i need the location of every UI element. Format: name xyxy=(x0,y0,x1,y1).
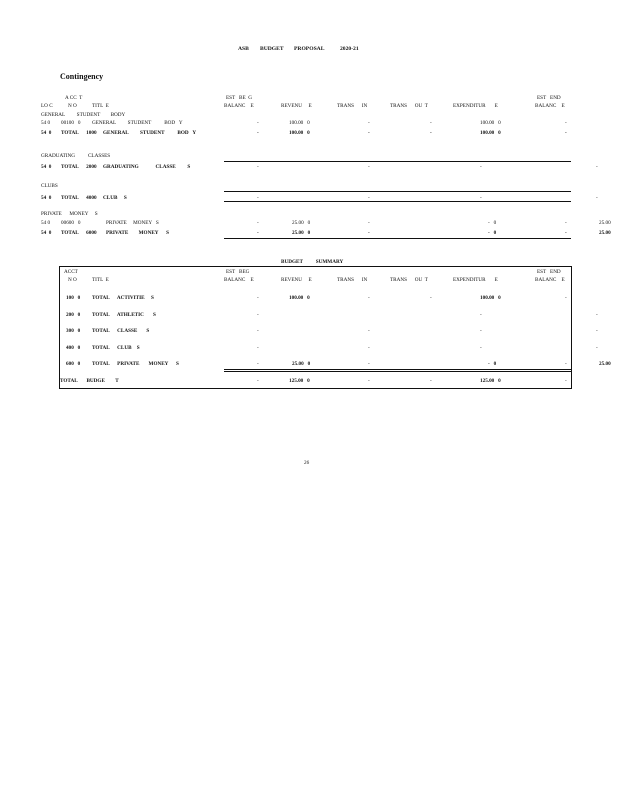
sum-row-expenditure: - xyxy=(480,345,482,351)
row-beg: - xyxy=(257,120,259,126)
row-expenditure: - 0 xyxy=(488,220,497,226)
group-label-graduating: GRADUATING CLASSES xyxy=(41,153,111,159)
col-trans-in: TRANS IN xyxy=(337,103,368,109)
sum-col-title: TITL E xyxy=(92,277,109,283)
row-revenue: 100.00 0 xyxy=(289,120,310,126)
sum-col-expenditure: EXPENDITUR E xyxy=(453,277,498,283)
title-proposal: PROPOSAL xyxy=(294,46,325,52)
row-revenue: 25.00 0 xyxy=(292,220,311,226)
sum-row-expenditure: - xyxy=(480,328,482,334)
col-est-end-2: BALANC E xyxy=(535,103,565,109)
sum-row-no: 300 0 xyxy=(66,328,81,334)
row-acct: TOTAL 4000 xyxy=(61,195,97,201)
col-est-beg-1: EST BE G xyxy=(226,95,252,101)
sum-col-acct: ACCT xyxy=(64,269,78,275)
row-loc: 54 0 xyxy=(41,120,51,126)
sum-row-expenditure: - xyxy=(480,312,482,318)
row-beg: - xyxy=(257,230,259,236)
sum-row-title: TOTAL CLASSE S xyxy=(92,328,150,334)
row-title: GENERAL STUDENT BOD Y xyxy=(92,120,183,126)
sum-row-beg: - xyxy=(257,328,259,334)
row-loc: 54 0 xyxy=(41,130,52,136)
row-end: - xyxy=(565,130,567,136)
row-end: - xyxy=(565,120,567,126)
sum-row-trans-in: - xyxy=(368,361,370,367)
sum-row-tail: - xyxy=(596,345,598,351)
col-est-end-1: EST END xyxy=(537,95,561,101)
sum-total-trans-in: - xyxy=(368,378,370,384)
row-beg: - xyxy=(257,195,259,201)
row-expenditure: 100.00 0 xyxy=(480,120,501,126)
group-label-general: GENERAL STUDENT BODY xyxy=(41,112,126,118)
sum-col-revenue: REVENU E xyxy=(281,277,312,283)
rule xyxy=(224,191,571,192)
sum-row-trans-in: - xyxy=(368,295,370,301)
sum-col-trans-in: TRANS IN xyxy=(337,277,368,283)
row-loc: 54 0 xyxy=(41,195,52,201)
row-trans-in: - xyxy=(368,195,370,201)
sum-row-beg: - xyxy=(257,345,259,351)
row-expenditure: 100.00 0 xyxy=(480,130,501,136)
rule xyxy=(224,161,571,162)
group-label-clubs: CLUBS xyxy=(41,183,58,189)
sum-row-revenue: 100.00 0 xyxy=(289,295,310,301)
row-acct: TOTAL 2000 xyxy=(61,164,97,170)
sum-total-beg: - xyxy=(257,378,259,384)
row-acct: TOTAL 1000 xyxy=(61,130,97,136)
group-label-private: PRIVATE MONEY S xyxy=(41,211,98,217)
sum-row-beg: - xyxy=(257,361,259,367)
title-budget: BUDGET xyxy=(260,46,284,52)
summary-title: BUDGET SUMMARY xyxy=(281,259,344,265)
sum-row-revenue: 25.00 0 xyxy=(292,361,311,367)
sum-row-title: TOTAL ACTIVITIE S xyxy=(92,295,154,301)
row-trans-in: - xyxy=(368,164,370,170)
sum-row-tail: - xyxy=(596,328,598,334)
row-end: - xyxy=(596,195,598,201)
rule xyxy=(224,369,571,370)
summary-total-label: TOTAL BUDGE T xyxy=(60,378,119,384)
col-title: TITL E xyxy=(92,103,109,109)
row-beg: - xyxy=(257,220,259,226)
row-trans-in: - xyxy=(368,130,370,136)
row-title: GENERAL STUDENT BOD Y xyxy=(103,130,197,136)
row-title: GRADUATING CLASSE S xyxy=(103,164,191,170)
row-title: PRIVATE MONEY S xyxy=(106,230,170,236)
row-end: - xyxy=(565,230,567,236)
sum-row-expenditure: 100.00 0 xyxy=(480,295,501,301)
title-asb: ASB xyxy=(238,46,249,52)
sum-col-est-beg-2: BALANC E xyxy=(224,277,254,283)
row-beg: - xyxy=(257,164,259,170)
row-title: PRIVATE MONEY S xyxy=(106,220,159,226)
sum-total-trans-out: - xyxy=(430,378,432,384)
sum-row-title: TOTAL ATHLETIC S xyxy=(92,312,156,318)
sum-row-title: TOTAL CLUB S xyxy=(92,345,140,351)
row-trans-out: - xyxy=(430,120,432,126)
sum-row-end: - xyxy=(565,361,567,367)
sum-row-no: 200 0 xyxy=(66,312,81,318)
col-loc: LO C xyxy=(41,103,53,109)
row-trans-in: - xyxy=(368,220,370,226)
rule xyxy=(224,371,571,372)
row-trans-in: - xyxy=(368,120,370,126)
sum-row-no: 400 0 xyxy=(66,345,81,351)
sum-col-est-end-2: BALANC E xyxy=(535,277,565,283)
row-tail: 25.00 xyxy=(599,220,611,226)
sum-total-expenditure: 125.00 0 xyxy=(480,378,501,384)
sum-row-trans-in: - xyxy=(368,328,370,334)
sum-row-no: 600 0 xyxy=(66,361,81,367)
sum-row-end: - xyxy=(565,295,567,301)
rule xyxy=(224,201,571,202)
row-revenue: 25.00 0 xyxy=(292,230,311,236)
sum-row-beg: - xyxy=(257,312,259,318)
sum-col-est-beg-1: EST BEG xyxy=(226,269,250,275)
section-heading: Contingency xyxy=(60,72,104,81)
col-trans-out: TRANS OU T xyxy=(390,103,428,109)
row-trans-in: - xyxy=(368,230,370,236)
col-acct-no: N O xyxy=(68,103,77,109)
sum-row-tail: - xyxy=(596,312,598,318)
row-acct: 00100 0 xyxy=(61,120,81,126)
sum-row-tail: 25.00 xyxy=(599,361,611,367)
sum-total-end: - xyxy=(565,378,567,384)
row-end: - xyxy=(565,220,567,226)
row-tail: 25.00 xyxy=(599,230,611,236)
row-revenue: 100.00 0 xyxy=(289,130,310,136)
row-expenditure: - xyxy=(480,195,482,201)
row-trans-out: - xyxy=(430,130,432,136)
sum-row-beg: - xyxy=(257,295,259,301)
sum-col-no: N O xyxy=(68,277,77,283)
sum-total-revenue: 125.00 0 xyxy=(289,378,310,384)
row-loc: 54 0 xyxy=(41,230,52,236)
rule xyxy=(224,238,571,239)
row-loc: 54 0 xyxy=(41,164,52,170)
row-expenditure: - 0 xyxy=(488,230,497,236)
row-title: CLUB S xyxy=(103,195,127,201)
row-beg: - xyxy=(257,130,259,136)
sum-row-expenditure: - 0 xyxy=(488,361,497,367)
sum-col-est-end-1: EST END xyxy=(537,269,561,275)
col-revenue: REVENU E xyxy=(281,103,312,109)
row-expenditure: - xyxy=(480,164,482,170)
sum-row-trans-out: - xyxy=(430,295,432,301)
sum-row-no: 100 0 xyxy=(66,295,81,301)
col-expenditure: EXPENDITUR E xyxy=(453,103,498,109)
row-acct: 00600 0 xyxy=(61,220,81,226)
row-loc: 54 0 xyxy=(41,220,51,226)
row-end: - xyxy=(596,164,598,170)
col-est-beg-2: BALANC E xyxy=(224,103,254,109)
title-year: 2020-21 xyxy=(340,46,359,52)
sum-row-trans-in: - xyxy=(368,345,370,351)
page-number: 26 xyxy=(304,460,310,466)
row-acct: TOTAL 6000 xyxy=(61,230,97,236)
sum-col-trans-out: TRANS OU T xyxy=(390,277,428,283)
col-acct: A CC T xyxy=(65,95,83,101)
sum-row-title: TOTAL PRIVATE MONEY S xyxy=(92,361,179,367)
